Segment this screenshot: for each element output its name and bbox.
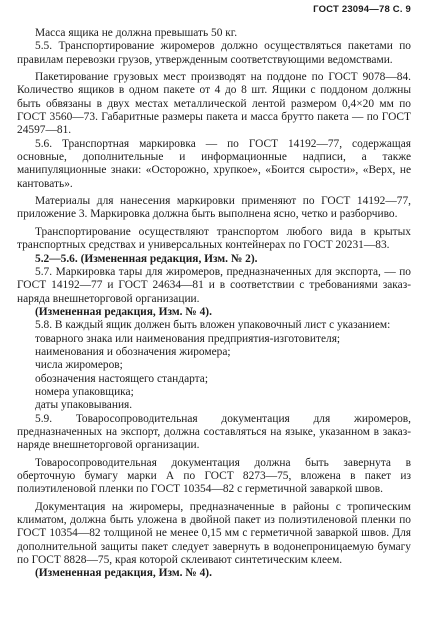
document-body: [17, 27, 411, 581]
paragraph: даты упаковывания.: [35, 399, 133, 412]
paragraph: товарного знака или наименования предприятия-изготовителя;: [35, 332, 341, 345]
paragraph: 5.9. Товаросопроводительная документация для жиромеров, предназначенных на экспорт, должна составляться на языке, указанном в заказ-наряде внешнеторговой организации.: [17, 412, 411, 452]
paragraph: 5.8. В каждый ящик должен быть вложен упаковочный лист с указанием:: [35, 319, 391, 332]
paragraph: 5.7. Маркировка тары для жиромеров, предназначенных для экспорта, — по ГОСТ 14192—77 и ГОСТ 24634—81 и в соответствии с требованиями заказ-наряда внешнеторговой организации.: [17, 265, 411, 305]
paragraph: Транспортирование осуществляют транспортом любого вида в крытых транспортных средствах и универсальных контейнерах по ГОСТ 20231—83.: [17, 225, 411, 252]
paragraph: (Измененная редакция, Изм. № 4).: [35, 305, 212, 318]
paragraph: Документация на жиромеры, предназначенные в районы с тропическим климатом, должна быть уложена в двойной пакет из полиэтиленовой пленки по ГОСТ 10354—82 толщиной не менее 0,15 мм с герметичной заваркой швов. Для дополнительной защиты пакет следует завернуть в водонепроницаемую бумагу по ГОСТ 8828—75, края которой склеивают синтетическим клеем.: [17, 500, 411, 567]
paragraph: 5.2—5.6. (Измененная редакция, Изм. № 2).: [35, 252, 258, 265]
paragraph: обозначения настоящего стандарта;: [35, 372, 209, 385]
paragraph: (Измененная редакция, Изм. № 4).: [35, 567, 212, 580]
paragraph: номера упаковщика;: [35, 385, 134, 398]
paragraph: Масса ящика не должна превышать 50 кг.: [35, 27, 238, 39]
paragraph: Товаросопроводительная документация должна быть завернута в оберточную бумагу марки А по ГОСТ 8273—75, вложена в пакет из полиэтиленовой пленки по ГОСТ 10354—82 с герметичной заваркой швов.: [17, 456, 411, 496]
paragraph: наименования и обозначения жиромера;: [35, 345, 231, 358]
paragraph: 5.5. Транспортирование жиромеров должно осуществляться пакетами по правилам перевозки грузов, утвержденным соответствующими ведомствами.: [17, 40, 411, 66]
paragraph: Материалы для нанесения маркировки применяют по ГОСТ 14192—77, приложение 3. Маркировка должна быть выполнена ясно, четко и разборчиво.: [17, 195, 411, 221]
paragraph: числа жиромеров;: [35, 359, 123, 372]
page-header: ГОСТ 23094—78 С. 9: [313, 4, 411, 15]
paragraph: Пакетирование грузовых мест производят на поддоне по ГОСТ 9078—84. Количество ящиков в одном пакете от 4 до 8 шт. Ящики с поддоном должны быть обвязаны в двух местах металлической лентой размером 0,4×20 мм по ГОСТ 3560—73. Габаритные размеры пакета и масса брутто пакета — по ГОСТ 24597—81.: [17, 71, 411, 137]
paragraph: 5.6. Транспортная маркировка — по ГОСТ 14192—77, содержащая основные, дополнительные и информационные надписи, а также манипуляционные знаки: «Осторожно, хрупкое», «Боится сырости», «Верх, не кантовать».: [17, 137, 411, 190]
